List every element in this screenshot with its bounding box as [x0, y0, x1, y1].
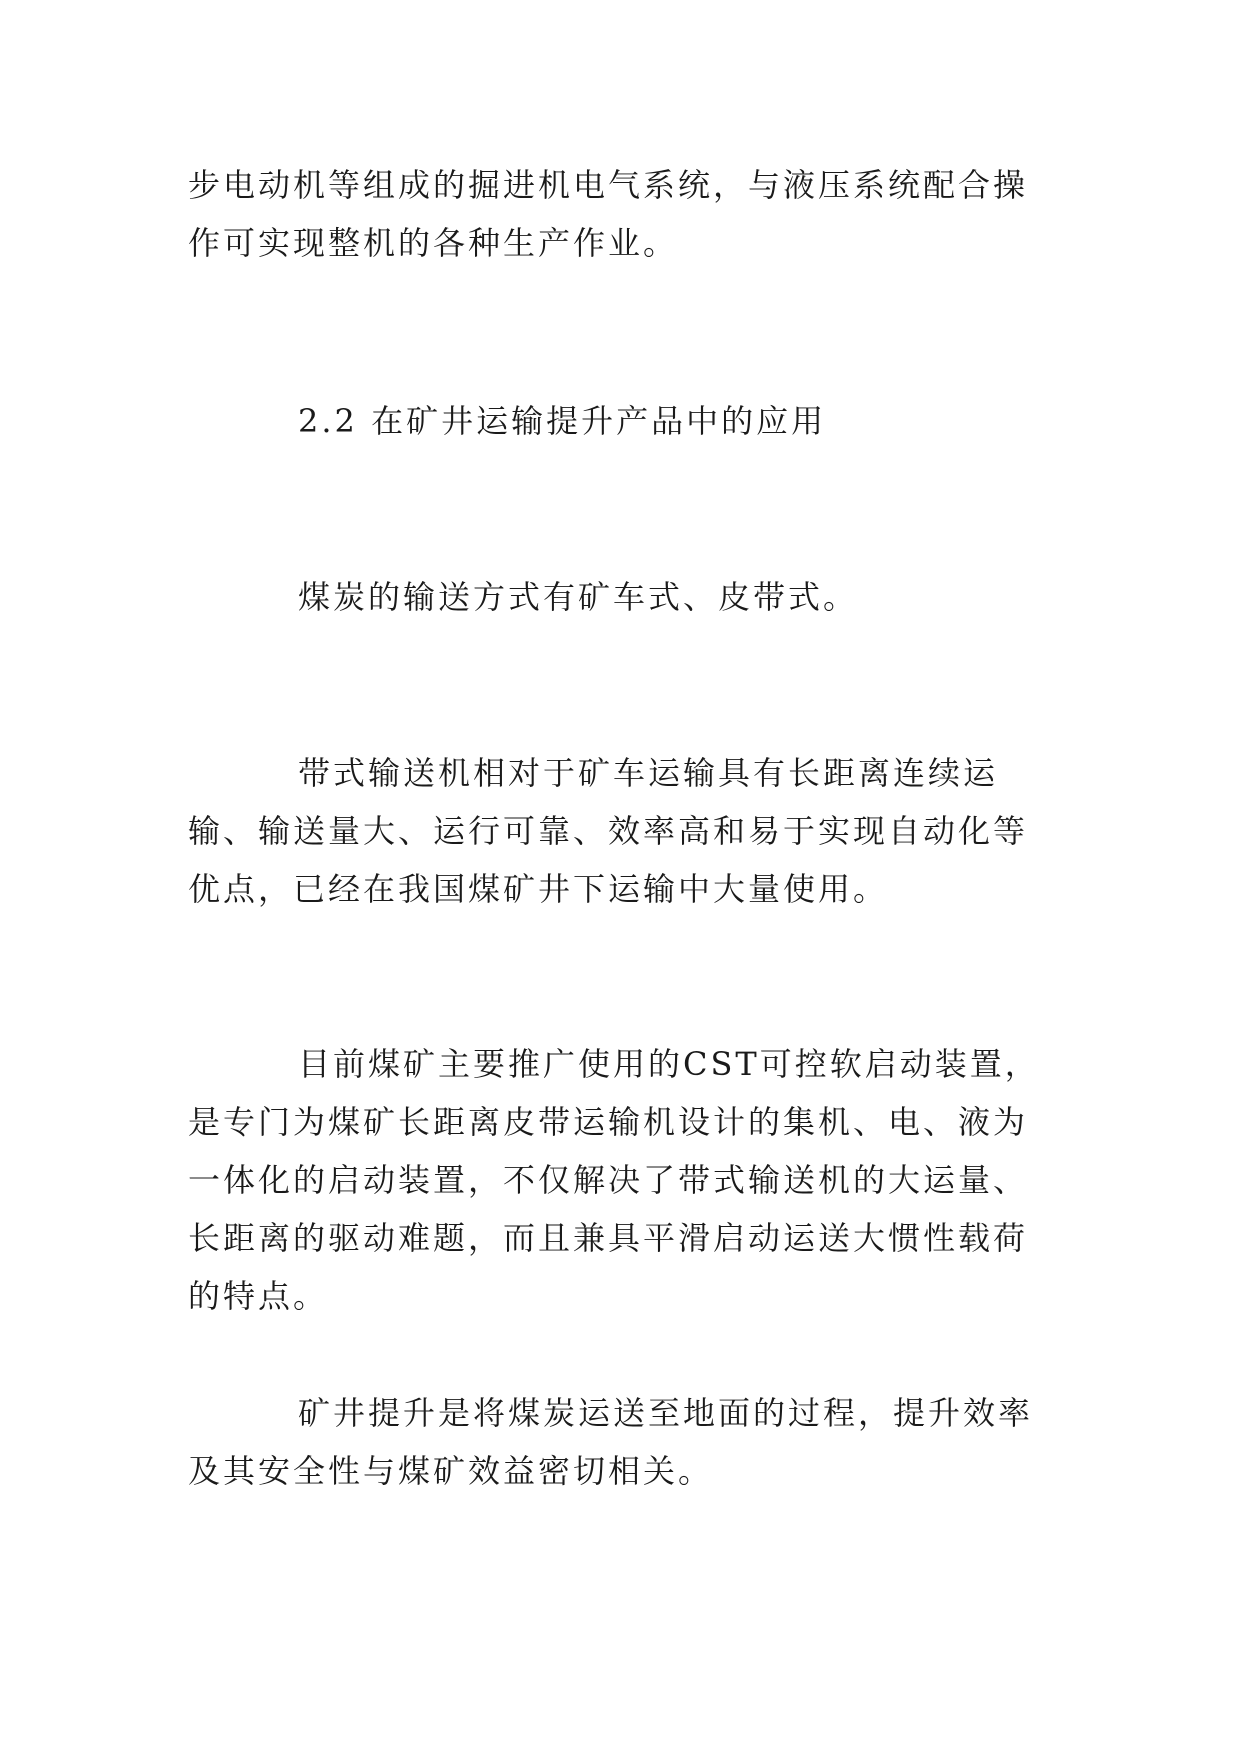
- paragraph-continuation: 步电动机等组成的掘进机电气系统，与液压系统配合操作可实现整机的各种生产作业。: [188, 166, 1029, 262]
- paragraph-mine-hoisting: 矿井提升是将煤炭运送至地面的过程，提升效率及其安全性与煤矿效益密切相关。: [188, 1394, 1034, 1490]
- section-heading: 2.2 在矿井运输提升产品中的应用: [298, 402, 827, 440]
- paragraph-cst-soft-start: 目前煤矿主要推广使用的CST可控软启动装置，是专门为煤矿长距离皮带运输机设计的集机、电、液为一体化的启动装置，不仅解决了带式输送机的大运量、长距离的驱动难题，而且兼具平滑启动运送大惯性载荷的特点。: [188, 1045, 1040, 1315]
- paragraph-belt-conveyor: 带式输送机相对于矿车运输具有长距离连续运输、输送量大、运行可靠、效率高和易于实现自动化等优点，已经在我国煤矿井下运输中大量使用。: [188, 754, 1029, 908]
- paragraph-conveying-methods: 煤炭的输送方式有矿车式、皮带式。: [298, 578, 859, 616]
